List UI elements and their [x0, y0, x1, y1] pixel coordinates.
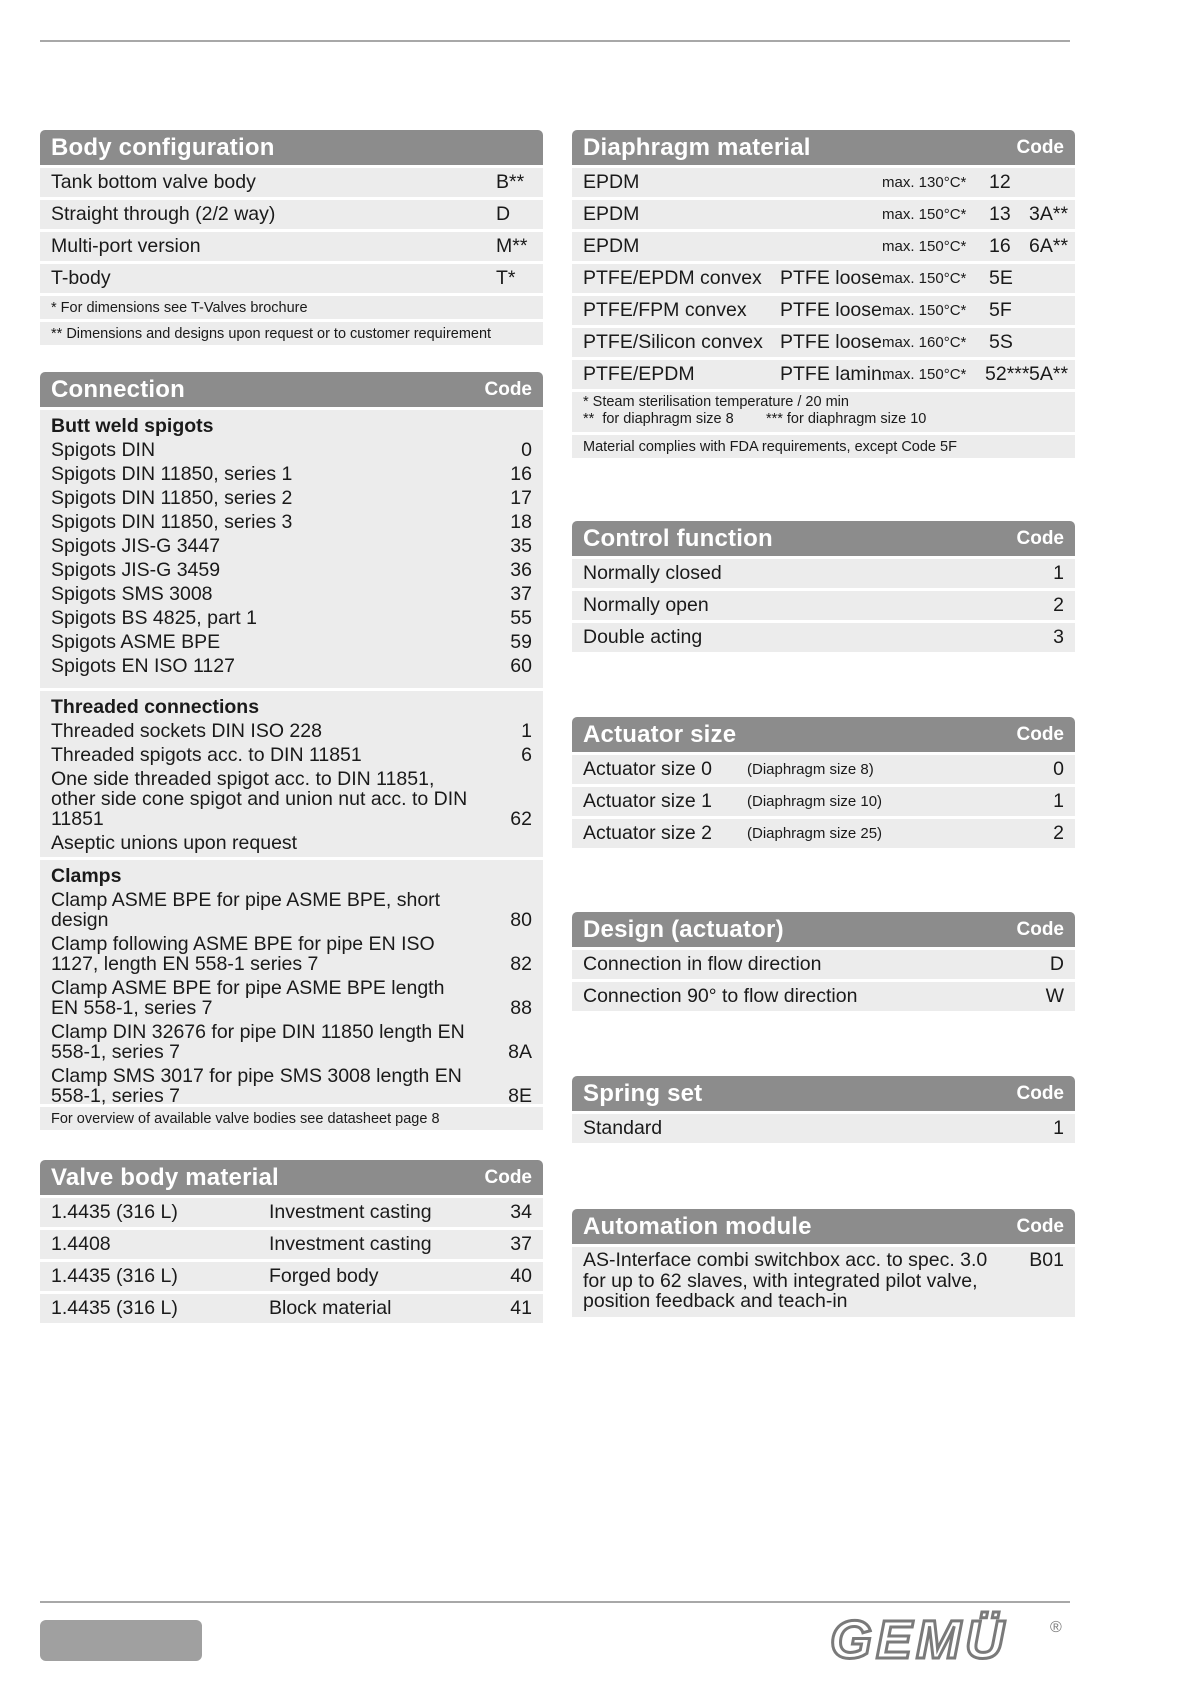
spring-set-section — [572, 1076, 1075, 1146]
code-label: Code — [484, 378, 532, 400]
list-item: Spigots BS 4825, part 1 55 — [51, 607, 532, 629]
list-item: One side threaded spigot acc. to DIN 11851, other side cone spigot and union nut acc. to DIN 11851 62 — [51, 768, 532, 830]
footnote: ** for diaphragm size 8 *** for diaphragm size 10 — [583, 411, 927, 427]
code-label: Code — [1016, 136, 1064, 158]
row-code: B** — [496, 171, 525, 193]
list-item: Spigots DIN 0 — [51, 439, 532, 461]
table-row: EPDM max. 150°C* 16 6A** — [572, 232, 1075, 261]
valve-body-material-section — [40, 1160, 543, 1326]
code-label: Code — [1016, 527, 1064, 549]
table-row: 1.4435 (316 L) Block material 41 — [40, 1294, 543, 1323]
table-row: Standard 1 — [572, 1114, 1075, 1143]
code-label: Code — [1016, 723, 1064, 745]
clamps-block — [40, 860, 543, 1107]
threaded-block — [40, 691, 543, 857]
footnote: For overview of available valve bodies see datasheet page 8 — [40, 1107, 543, 1130]
list-item: Spigots SMS 3008 37 — [51, 583, 532, 605]
code-label: Code — [484, 1166, 532, 1188]
table-row: PTFE/FPM convex PTFE loose max. 150°C* 5F — [572, 296, 1075, 325]
table-row — [40, 232, 543, 261]
page-number-bar — [40, 1620, 202, 1661]
table-row: Actuator size 2 (Diaphragm size 25) 2 — [572, 819, 1075, 848]
section-title: Spring set — [583, 1079, 703, 1107]
section-title: Automation module — [583, 1212, 812, 1240]
row-label: AS-Interface combi switchbox acc. to spec. 3.0 for up to 62 slaves, with integrated pilot valve, position feedback and teach-in — [583, 1249, 988, 1312]
list-item: Threaded spigots acc. to DIN 11851 6 — [51, 744, 532, 766]
automation-row — [572, 1247, 1075, 1317]
section-header — [40, 372, 543, 407]
connection-section — [40, 372, 543, 1133]
table-row: PTFE/Silicon convex PTFE loose max. 160°C* 5S — [572, 328, 1075, 357]
list-item: Clamp ASME BPE for pipe ASME BPE, short design 80 — [51, 889, 532, 931]
list-item: Spigots DIN 11850, series 1 16 — [51, 463, 532, 485]
code-label: Code — [1016, 918, 1064, 940]
list-item: Threaded sockets DIN ISO 228 1 — [51, 720, 532, 742]
table-row: EPDM max. 130°C* 12 — [572, 168, 1075, 197]
row-label: Multi-port version — [51, 235, 201, 257]
top-rule — [40, 40, 1070, 42]
footnote: * Steam sterilisation temperature / 20 min — [583, 394, 849, 410]
section-header — [572, 1076, 1075, 1111]
design-actuator-section — [572, 912, 1075, 1014]
row-code: D — [496, 203, 511, 225]
list-item: Spigots JIS-G 3459 36 — [51, 559, 532, 581]
section-title: Connection — [51, 375, 185, 403]
section-header — [572, 521, 1075, 556]
row-label: T-body — [51, 267, 111, 289]
code-label: Code — [1016, 1082, 1064, 1104]
row-code: B01 — [1029, 1249, 1064, 1271]
control-function-section — [572, 521, 1075, 655]
registered-mark: ® — [1050, 1619, 1062, 1636]
list-item: Spigots DIN 11850, series 3 18 — [51, 511, 532, 533]
block-heading: Threaded connections — [51, 696, 260, 718]
footnote: ** Dimensions and designs upon request or to customer requirement — [40, 322, 543, 345]
section-header — [40, 130, 543, 165]
block-heading: Clamps — [51, 865, 122, 887]
section-title: Valve body material — [51, 1163, 279, 1191]
list-item: Spigots JIS-G 3447 35 — [51, 535, 532, 557]
actuator-size-section — [572, 717, 1075, 851]
table-row: PTFE/EPDM convex PTFE loose max. 150°C* 5E — [572, 264, 1075, 293]
table-row — [40, 200, 543, 229]
list-item: Clamp ASME BPE for pipe ASME BPE length EN 558-1, series 7 88 — [51, 977, 532, 1019]
automation-module-section — [572, 1209, 1075, 1320]
section-title: Control function — [583, 524, 773, 552]
list-item: Clamp DIN 32676 for pipe DIN 11850 length EN 558-1, series 7 8A — [51, 1021, 532, 1063]
logo-text: GEMÜ — [830, 1610, 1008, 1668]
table-row: 1.4435 (316 L) Forged body 40 — [40, 1262, 543, 1291]
section-title: Actuator size — [583, 720, 737, 748]
section-header — [572, 1209, 1075, 1244]
gemu-logo — [830, 1608, 1070, 1668]
table-row: Connection 90° to flow direction W — [572, 982, 1075, 1011]
footnote: * For dimensions see T-Valves brochure — [40, 296, 543, 319]
section-header — [572, 717, 1075, 752]
body-configuration-section — [40, 130, 543, 348]
footnote-block — [572, 392, 1075, 432]
table-row: 1.4435 (316 L) Investment casting 34 — [40, 1198, 543, 1227]
section-header — [572, 130, 1075, 165]
table-row: Connection in flow direction D — [572, 950, 1075, 979]
butt-weld-block — [40, 410, 543, 688]
bottom-rule — [40, 1601, 1070, 1603]
list-item: Aseptic unions upon request — [51, 832, 298, 854]
table-row: Normally closed 1 — [572, 559, 1075, 588]
list-item: Spigots DIN 11850, series 2 17 — [51, 487, 532, 509]
table-row: Normally open 2 — [572, 591, 1075, 620]
footnote: Material complies with FDA requirements, except Code 5F — [572, 435, 1075, 458]
table-row: PTFE/EPDM PTFE lamin. max. 150°C* 52*** 5A** — [572, 360, 1075, 389]
diaphragm-material-section — [572, 130, 1075, 461]
table-row: Actuator size 1 (Diaphragm size 10) 1 — [572, 787, 1075, 816]
row-label: Straight through (2/2 way) — [51, 203, 276, 225]
table-row: EPDM max. 150°C* 13 3A** — [572, 200, 1075, 229]
table-row: Double acting 3 — [572, 623, 1075, 652]
code-label: Code — [1016, 1215, 1064, 1237]
table-row — [40, 168, 543, 197]
section-header — [572, 912, 1075, 947]
row-label: Tank bottom valve body — [51, 171, 256, 193]
row-code: M** — [496, 235, 528, 257]
section-title: Design (actuator) — [583, 915, 784, 943]
table-row — [40, 264, 543, 293]
table-row: 1.4408 Investment casting 37 — [40, 1230, 543, 1259]
list-item: Spigots EN ISO 1127 60 — [51, 655, 532, 677]
list-item: Clamp SMS 3017 for pipe SMS 3008 length EN 558-1, series 7 8E — [51, 1065, 532, 1107]
list-item: Spigots ASME BPE 59 — [51, 631, 532, 653]
list-item: Clamp following ASME BPE for pipe EN ISO 1127, length EN 558-1 series 7 82 — [51, 933, 532, 975]
row-code: T* — [496, 267, 516, 289]
table-row: Actuator size 0 (Diaphragm size 8) 0 — [572, 755, 1075, 784]
section-title: Body configuration — [51, 133, 275, 161]
block-heading: Butt weld spigots — [51, 415, 214, 437]
section-header — [40, 1160, 543, 1195]
section-title: Diaphragm material — [583, 133, 811, 161]
